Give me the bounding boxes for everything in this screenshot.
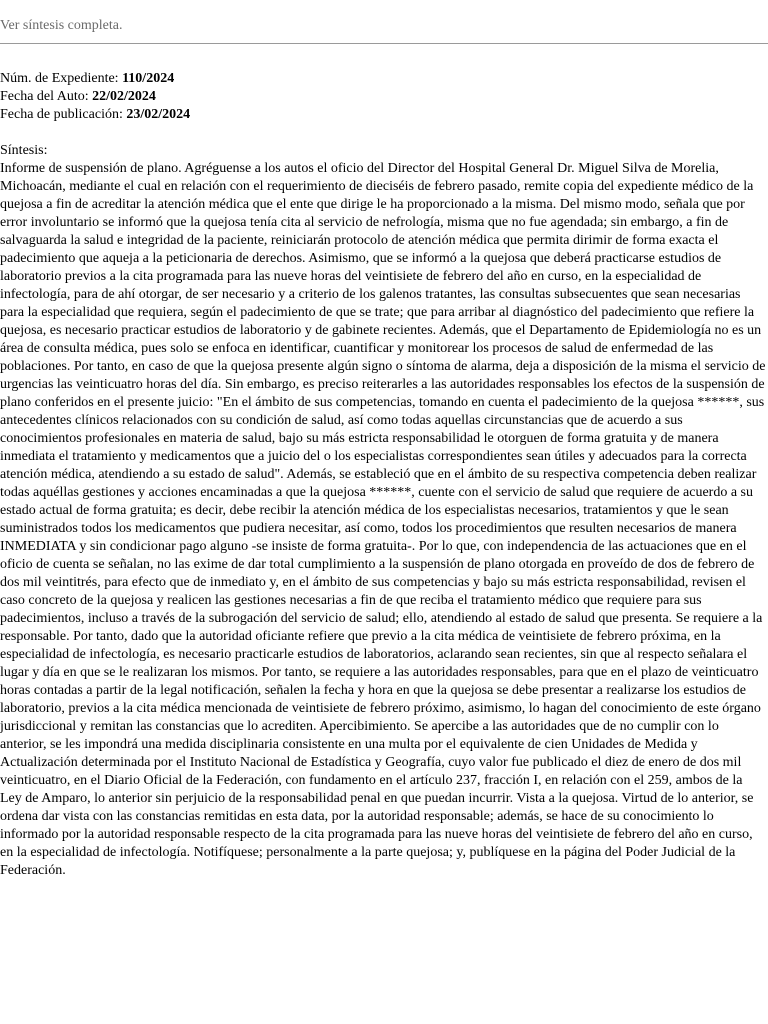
expediente-label: Núm. de Expediente: — [0, 71, 119, 86]
fecha-publicacion-label: Fecha de publicación: — [0, 107, 123, 122]
case-metadata — [0, 70, 768, 124]
fecha-publicacion-value: 23/02/2024 — [126, 107, 191, 122]
expediente-value: 110/2024 — [122, 71, 175, 86]
fecha-auto-value: 22/02/2024 — [92, 89, 156, 104]
sintesis-label: Síntesis: — [0, 143, 48, 158]
fecha-auto-row — [0, 88, 768, 106]
expediente-row — [0, 70, 768, 88]
ver-sintesis-completa-link[interactable]: Ver síntesis completa. — [0, 18, 123, 33]
fecha-auto-label: Fecha del Auto: — [0, 89, 89, 104]
fecha-publicacion-row — [0, 106, 768, 124]
divider — [0, 43, 768, 44]
sintesis-text: Informe de suspensión de plano. Agréguense a los autos el oficio del Director del Hospital General Dr. Miguel Silva de Morelia, Michoacán, mediante el cual en relación con el requerimiento de dieciséis de febrero pasado, remite copia del expediente médico de la quejosa a fin de acreditar la atención médica que el ente que dirige le ha proporcionado a la misma. Del mismo modo, señala que por error involuntario se informó que la quejosa tenía cita al servicio de nefrología, misma que no fue agendada; sin embargo, a fin de salvaguarda la salud e integridad de la paciente, reiniciarán protocolo de atención médica que permita dirimir de forma exacta el padecimiento que aqueja a la peticionaria de derechos. Asimismo, que se informó a la quejosa que deberá practicarse estudios de laboratorio previos a la cita programada para las nueve horas del veintisiete de febrero del año en curso, en la especialidad de infectología, para de ahí otorgar, de ser necesario y a criterio de los galenos tratantes, las consultas subsecuentes que sean necesarias para la especialidad que requiera, según el padecimiento de que se trate; que para arribar al diagnóstico del padecimiento que refiere la quejosa, es necesario practicar estudios de laboratorio y de gabinete recientes. Además, que el Departamento de Epidemiología no es un área de consulta médica, pues solo se enfoca en identificar, cuantificar y monitorear los procesos de salud de enfermedad de las poblaciones. Por tanto, en caso de que la quejosa presente algún signo o síntoma de alarma, deja a disposición de la misma el servicio de urgencias las veinticuatro horas del día. Sin embargo, es preciso reiterarles a las autoridades responsables los efectos de la suspensión de plano conferidos en el presente juicio: "En el ámbito de sus competencias, tomando en cuenta el padecimiento de la quejosa ******, sus antecedentes clínicos relacionados con su condición de salud, así como todas aquellas circunstancias que de acuerdo a sus conocimientos profesionales en materia de salud, bajo su más estricta responsabilidad le otorguen de forma gratuita y de manera inmediata el tratamiento y medicamentos que a juicio del o los especialistas correspondientes sean útiles y adecuados para la correcta atención médica, atendiendo a su estado de salud". Además, se estableció que en el ámbito de su respectiva competencia deben realizar todas aquéllas gestiones y acciones encaminadas a que la quejosa ******, cuente con el servicio de salud que requiere de acuerdo a su estado actual de forma gratuita; es decir, debe recibir la atención médica de los especialistas necesarios, tratamientos y que le sean suministrados todos los medicamentos que pudiera necesitar, así como, todos los procedimientos que resulten necesarios de manera INMEDIATA y sin condicionar pago alguno -se insiste de forma gratuita-. Por lo que, con independencia de las actuaciones que en el oficio de cuenta se señalan, no las exime de dar total cumplimiento a la suspensión de plano otorgada en proveído de dos de febrero de dos mil veintitrés, para efecto que de inmediato y, en el ámbito de sus competencias y bajo su más estricta responsabilidad, revisen el caso concreto de la quejosa y realicen las gestiones necesarias a fin de que reciba el tratamiento médico que requiere para sus padecimientos, incluso a través de la subrogación del servicio de salud; ello, atendiendo al estado de salud que presenta. Se requiere a la responsable. Por tanto, dado que la autoridad oficiante refiere que previo a la cita médica de veintisiete de febrero próxima, en la especialidad de infectología, es necesario practicarle estudios de laboratorios, aclarando sean recientes, sin que al respecto señalara el lugar y día en que se le realizaran los mismos. Por tanto, se requiere a las autoridades responsables, para que en el plazo de veinticuatro horas contadas a partir de la legal notificación, señalen la fecha y hora en que la quejosa se debe presentar a realizarse los estudios de laboratorio, previos a la cita médica mencionada de veintisiete de febrero próximo, asimismo, lo hagan del conocimiento de este órgano jurisdiccional y remitan las constancias que lo acrediten. Apercibimiento. Se apercibe a las autoridades que de no cumplir con lo anterior, se les impondrá una medida disciplinaria consistente en una multa por el equivalente de cien Unidades de Medida y Actualización determinada por el Instituto Nacional de Estadística y Geografía, cuyo valor fue publicado el diez de enero de dos mil veinticuatro, en el Diario Oficial de la Federación, con fundamento en el artículo 237, fracción I, en relación con el 259, ambos de la Ley de Amparo, lo anterior sin perjuicio de la responsabilidad penal en que puedan incurrir. Vista a la quejosa. Virtud de lo anterior, se ordena dar vista con las constancias remitidas en esta data, por la autoridad responsable; además, se hace de su conocimiento lo informado por la autoridad responsable respecto de la cita programada para las nueve horas del veintisiete de febrero del año en curso, en la especialidad de infectología. Notifíquese; personalmente a la parte quejosa; y, publíquese en la página del Poder Judicial de la Federación. — [0, 161, 766, 878]
